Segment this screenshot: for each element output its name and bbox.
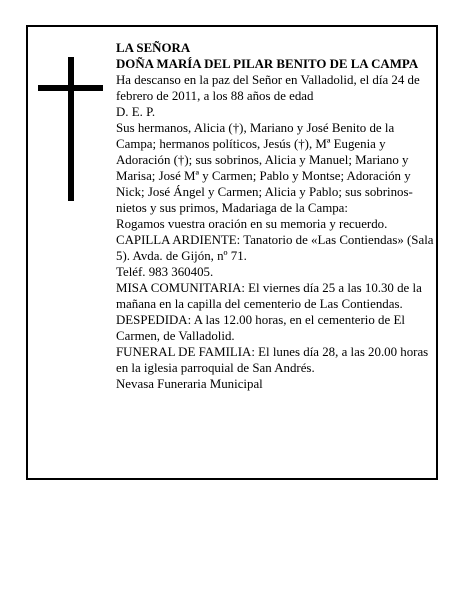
death-announcement: Ha descanso en la paz del Señor en Valladolid, el día 24 de febrero de 2011, a los 88 años de edad xyxy=(116,73,420,103)
deceased-name: DOÑA MARÍA DEL PILAR BENITO DE LA CAMPA xyxy=(116,57,419,71)
farewell: DESPEDIDA: A las 12.00 horas, en el cementerio de El Carmen, de Valladolid. xyxy=(116,313,405,343)
cross-vertical-bar xyxy=(68,57,74,201)
community-mass: MISA COMUNITARIA: El viernes día 25 a las 10.30 de la mañana en la capilla del cementerio de Las Contiendas. xyxy=(116,281,422,311)
prayer-request: Rogamos vuestra oración en su memoria y recuerdo. xyxy=(116,217,388,231)
obituary-notice xyxy=(26,25,438,480)
family-funeral: FUNERAL DE FAMILIA: El lunes día 28, a las 20.00 horas en la iglesia parroquial de San Andrés. xyxy=(116,345,429,375)
notice-text xyxy=(116,40,434,392)
funeral-home: Nevasa Funeraria Municipal xyxy=(116,377,263,391)
rip-line: D. E. P. xyxy=(116,105,156,119)
notice-title: LA SEÑORA xyxy=(116,41,191,55)
funeral-chapel: CAPILLA ARDIENTE: Tanatorio de «Las Contiendas» (Sala 5). Avda. de Gijón, nº 71. xyxy=(116,233,434,263)
phone-number: Teléf. 983 360405. xyxy=(116,265,214,279)
cross-horizontal-bar xyxy=(38,85,103,91)
family-list: Sus hermanos, Alicia (†), Mariano y José Benito de la Campa; hermanos políticos, Jesús (†), Mª Eugenia y Adoración (†); sus sobrinos, Alicia y Manuel; Mariano y Marisa; José Mª y Carmen; Pablo y Montse; Adoración y Nick; José Ángel y Carmen; Alicia y Pablo; sus sobrinos-nietos y sus primos, Madariaga de la Campa: xyxy=(116,121,413,215)
